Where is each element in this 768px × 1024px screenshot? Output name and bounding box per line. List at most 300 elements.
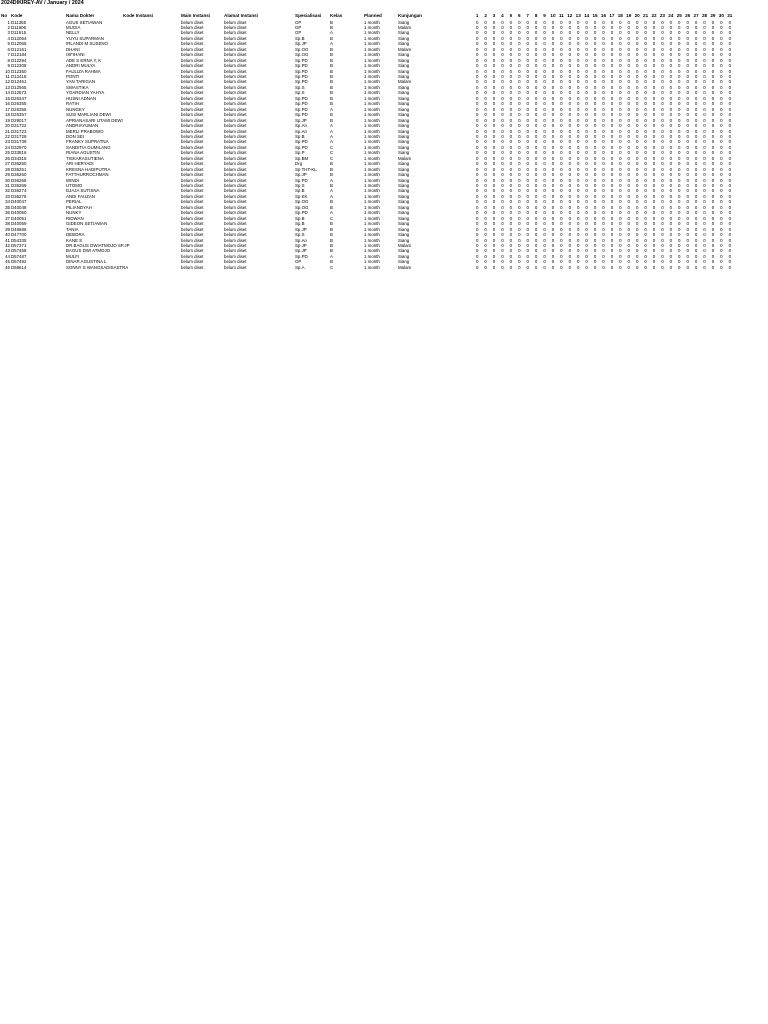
- cell-day-5: 0: [509, 52, 513, 58]
- cell-day-27: 0: [694, 68, 698, 74]
- cell-planned: 1 month: [364, 242, 380, 248]
- cell-day-21: 0: [644, 46, 647, 52]
- cell-planned: 1 month: [364, 177, 380, 183]
- cell-day-19: 0: [627, 63, 630, 69]
- header-day-26: 26: [685, 13, 691, 18]
- cell-kunjungan: Siang: [398, 95, 410, 101]
- cell-day-30: 0: [720, 24, 723, 30]
- cell-day-8: 0: [534, 35, 538, 41]
- cell-day-23: 0: [661, 253, 664, 259]
- cell-main-instansi: belum diset: [181, 90, 204, 96]
- cell-day-14: 0: [585, 242, 588, 248]
- cell-day-9: 0: [543, 199, 546, 205]
- cell-day-21: 0: [644, 177, 647, 183]
- cell-day-4: 0: [501, 41, 504, 47]
- cell-day-22: 0: [652, 123, 656, 129]
- cell-day-17: 0: [610, 101, 614, 107]
- cell-day-11: 0: [560, 237, 563, 243]
- cell-day-2: 0: [484, 19, 487, 25]
- cell-day-8: 0: [534, 172, 538, 178]
- cell-day-6: 0: [518, 101, 521, 107]
- cell-day-6: 0: [518, 166, 521, 172]
- cell-main-instansi: belum diset: [181, 79, 204, 85]
- cell-day-13: 0: [577, 24, 580, 30]
- cell-nama-dokter: GIDEON SETIAWAN: [66, 221, 108, 227]
- cell-nama-dokter: YOARDIAN YAHYA: [66, 90, 105, 96]
- cell-day-22: 0: [652, 248, 656, 254]
- cell-day-27: 0: [694, 117, 698, 123]
- header-spesialisasi: Spesialisasi: [295, 13, 322, 18]
- cell-day-12: 0: [568, 84, 572, 90]
- cell-day-6: 0: [518, 210, 521, 216]
- cell-day-19: 0: [627, 90, 630, 96]
- cell-day-3: 0: [492, 112, 496, 118]
- cell-day-20: 0: [635, 106, 639, 112]
- cell-kunjungan: Siang: [398, 237, 410, 243]
- cell-day-24: 0: [669, 19, 673, 25]
- cell-day-14: 0: [585, 84, 588, 90]
- cell-no: 33: [5, 193, 10, 199]
- cell-day-5: 0: [509, 30, 513, 36]
- cell-day-15: 0: [593, 24, 597, 30]
- cell-kode: D40050: [11, 210, 27, 216]
- cell-day-30: 0: [720, 215, 723, 221]
- cell-day-15: 0: [593, 41, 597, 47]
- cell-day-15: 0: [593, 253, 597, 259]
- cell-day-8: 0: [534, 74, 538, 79]
- cell-day-14: 0: [585, 52, 588, 58]
- cell-day-16: 0: [602, 74, 605, 79]
- cell-day-17: 0: [610, 95, 614, 101]
- cell-day-15: 0: [593, 46, 597, 52]
- cell-day-9: 0: [543, 35, 546, 41]
- cell-day-12: 0: [568, 106, 572, 112]
- cell-day-16: 0: [602, 210, 605, 216]
- cell-day-31: 0: [728, 30, 732, 36]
- cell-day-2: 0: [484, 226, 487, 232]
- cell-day-19: 0: [627, 19, 630, 25]
- cell-day-20: 0: [635, 259, 639, 265]
- cell-day-15: 0: [593, 248, 597, 254]
- cell-day-26: 0: [686, 117, 689, 123]
- cell-day-25: 0: [678, 204, 681, 210]
- cell-nama-dokter: APRIANASARI UTAMI DEWI: [66, 117, 123, 123]
- cell-no: 20: [5, 123, 10, 129]
- cell-kunjungan: Siang: [398, 144, 410, 150]
- cell-day-13: 0: [577, 242, 580, 248]
- cell-day-2: 0: [484, 242, 487, 248]
- cell-day-20: 0: [635, 161, 639, 167]
- cell-day-30: 0: [720, 68, 723, 74]
- cell-spesialisasi: GP: [295, 259, 302, 265]
- cell-spesialisasi: Sp.B: [295, 215, 305, 221]
- cell-day-27: 0: [694, 128, 698, 134]
- cell-day-7: 0: [526, 232, 529, 238]
- cell-day-20: 0: [635, 79, 639, 85]
- cell-day-1: 0: [475, 79, 479, 85]
- cell-day-29: 0: [711, 253, 715, 259]
- cell-day-24: 0: [669, 123, 673, 129]
- cell-day-3: 0: [492, 30, 496, 36]
- cell-day-17: 0: [610, 123, 614, 129]
- cell-day-3: 0: [492, 41, 496, 47]
- cell-day-21: 0: [644, 248, 647, 254]
- cell-day-15: 0: [593, 199, 597, 205]
- cell-day-21: 0: [644, 242, 647, 248]
- cell-day-5: 0: [509, 253, 513, 259]
- cell-no: 18: [5, 112, 10, 118]
- cell-day-20: 0: [635, 35, 639, 41]
- cell-day-10: 0: [551, 57, 555, 63]
- cell-day-1: 0: [475, 193, 479, 199]
- cell-day-11: 0: [560, 117, 563, 123]
- cell-day-28: 0: [703, 84, 706, 90]
- cell-nama-dokter: NELLY: [66, 30, 80, 36]
- cell-day-8: 0: [534, 166, 538, 172]
- cell-spesialisasi: Sp.PD: [295, 112, 308, 118]
- cell-day-9: 0: [543, 155, 546, 161]
- cell-day-3: 0: [492, 155, 496, 161]
- cell-day-31: 0: [728, 52, 732, 58]
- cell-day-9: 0: [543, 46, 546, 52]
- cell-day-21: 0: [644, 117, 647, 123]
- cell-day-10: 0: [551, 30, 555, 36]
- cell-main-instansi: belum diset: [181, 248, 204, 254]
- cell-kelas: C: [330, 264, 334, 270]
- cell-day-11: 0: [560, 52, 563, 58]
- cell-day-28: 0: [703, 57, 706, 63]
- cell-main-instansi: belum diset: [181, 161, 204, 167]
- cell-day-6: 0: [518, 41, 521, 47]
- cell-day-22: 0: [652, 133, 656, 139]
- cell-day-8: 0: [534, 68, 538, 74]
- cell-day-25: 0: [678, 215, 681, 221]
- header-day-25: 25: [676, 13, 682, 18]
- cell-day-27: 0: [694, 210, 698, 216]
- cell-day-8: 0: [534, 161, 538, 167]
- cell-day-15: 0: [593, 172, 597, 178]
- cell-day-10: 0: [551, 74, 555, 79]
- cell-alamat-instansi: belum diset: [224, 155, 247, 161]
- cell-kunjungan: Siang: [398, 215, 410, 221]
- cell-day-28: 0: [703, 95, 706, 101]
- cell-spesialisasi: Sp.PD: [295, 144, 308, 150]
- cell-day-7: 0: [526, 112, 529, 118]
- cell-day-16: 0: [602, 35, 605, 41]
- cell-day-4: 0: [501, 242, 504, 248]
- cell-day-6: 0: [518, 226, 521, 232]
- cell-spesialisasi: Sp.PD: [295, 57, 308, 63]
- cell-day-17: 0: [610, 19, 614, 25]
- cell-day-14: 0: [585, 144, 588, 150]
- cell-day-24: 0: [669, 117, 673, 123]
- cell-day-28: 0: [703, 204, 706, 210]
- cell-day-9: 0: [543, 259, 546, 265]
- cell-day-22: 0: [652, 150, 656, 156]
- cell-main-instansi: belum diset: [181, 188, 204, 194]
- cell-day-8: 0: [534, 150, 538, 156]
- cell-day-13: 0: [577, 68, 580, 74]
- cell-day-24: 0: [669, 144, 673, 150]
- cell-day-21: 0: [644, 35, 647, 41]
- cell-nama-dokter: YUYU SUPARMAN: [66, 35, 104, 41]
- cell-day-2: 0: [484, 57, 487, 63]
- cell-alamat-instansi: belum diset: [224, 210, 247, 216]
- cell-day-6: 0: [518, 90, 521, 96]
- cell-day-10: 0: [551, 259, 555, 265]
- cell-day-17: 0: [610, 161, 614, 167]
- cell-day-9: 0: [543, 57, 546, 63]
- cell-day-30: 0: [720, 204, 723, 210]
- cell-day-6: 0: [518, 144, 521, 150]
- cell-day-1: 0: [475, 84, 479, 90]
- cell-alamat-instansi: belum diset: [224, 52, 247, 58]
- cell-day-17: 0: [610, 242, 614, 248]
- cell-day-23: 0: [661, 41, 664, 47]
- cell-day-1: 0: [475, 41, 479, 47]
- cell-alamat-instansi: belum diset: [224, 41, 247, 47]
- cell-day-27: 0: [694, 19, 698, 25]
- cell-day-1: 0: [475, 35, 479, 41]
- cell-kelas: C: [330, 144, 334, 150]
- cell-day-9: 0: [543, 150, 546, 156]
- cell-day-7: 0: [526, 68, 529, 74]
- cell-kelas: A: [330, 139, 333, 145]
- cell-day-17: 0: [610, 63, 614, 69]
- cell-day-24: 0: [669, 133, 673, 139]
- cell-day-24: 0: [669, 259, 673, 265]
- cell-day-7: 0: [526, 253, 529, 259]
- cell-day-17: 0: [610, 112, 614, 118]
- cell-day-31: 0: [728, 79, 732, 85]
- cell-day-6: 0: [518, 52, 521, 58]
- cell-kelas: B: [330, 84, 333, 90]
- cell-day-4: 0: [501, 193, 504, 199]
- cell-day-26: 0: [686, 204, 689, 210]
- cell-day-12: 0: [568, 210, 572, 216]
- cell-day-9: 0: [543, 63, 546, 69]
- cell-day-29: 0: [711, 215, 715, 221]
- cell-day-5: 0: [509, 117, 513, 123]
- cell-day-15: 0: [593, 106, 597, 112]
- cell-day-1: 0: [475, 144, 479, 150]
- cell-day-9: 0: [543, 95, 546, 101]
- cell-day-22: 0: [652, 166, 656, 172]
- cell-day-21: 0: [644, 74, 647, 79]
- cell-day-23: 0: [661, 226, 664, 232]
- cell-day-23: 0: [661, 155, 664, 161]
- header-row: [0, 13, 768, 19]
- cell-day-7: 0: [526, 177, 529, 183]
- cell-day-7: 0: [526, 35, 529, 41]
- cell-day-12: 0: [568, 41, 572, 47]
- cell-day-29: 0: [711, 188, 715, 194]
- cell-day-2: 0: [484, 232, 487, 238]
- cell-day-13: 0: [577, 259, 580, 265]
- cell-day-28: 0: [703, 52, 706, 58]
- cell-spesialisasi: Sp.JP: [295, 117, 307, 123]
- cell-day-1: 0: [475, 106, 479, 112]
- cell-day-12: 0: [568, 128, 572, 134]
- cell-kunjungan: Siang: [398, 161, 410, 167]
- cell-day-18: 0: [619, 210, 622, 216]
- cell-day-9: 0: [543, 30, 546, 36]
- cell-day-6: 0: [518, 74, 521, 79]
- cell-kunjungan: Siang: [398, 183, 410, 188]
- cell-day-6: 0: [518, 204, 521, 210]
- cell-no: 35: [5, 204, 10, 210]
- cell-day-18: 0: [619, 144, 622, 150]
- cell-day-2: 0: [484, 117, 487, 123]
- cell-no: 16: [5, 101, 10, 107]
- cell-day-17: 0: [610, 253, 614, 259]
- cell-day-23: 0: [661, 144, 664, 150]
- cell-planned: 1 month: [364, 46, 380, 52]
- cell-day-11: 0: [560, 264, 563, 270]
- header-day-13: 13: [575, 13, 581, 18]
- header-day-9: 9: [543, 13, 546, 18]
- cell-kunjungan: Siang: [398, 193, 410, 199]
- cell-day-15: 0: [593, 221, 597, 227]
- cell-day-21: 0: [644, 41, 647, 47]
- cell-day-28: 0: [703, 248, 706, 254]
- cell-day-14: 0: [585, 232, 588, 238]
- cell-day-11: 0: [560, 166, 563, 172]
- cell-day-6: 0: [518, 63, 521, 69]
- cell-kode: D12294: [11, 57, 27, 63]
- cell-day-8: 0: [534, 237, 538, 243]
- cell-day-10: 0: [551, 90, 555, 96]
- cell-day-25: 0: [678, 123, 681, 129]
- cell-day-19: 0: [627, 150, 630, 156]
- cell-day-11: 0: [560, 90, 563, 96]
- cell-day-5: 0: [509, 41, 513, 47]
- cell-day-31: 0: [728, 139, 732, 145]
- cell-day-10: 0: [551, 155, 555, 161]
- cell-planned: 1 month: [364, 101, 380, 107]
- cell-day-19: 0: [627, 226, 630, 232]
- cell-kode: D36274: [11, 188, 27, 194]
- cell-day-17: 0: [610, 46, 614, 52]
- cell-planned: 1 month: [364, 155, 380, 161]
- cell-day-7: 0: [526, 57, 529, 63]
- cell-day-11: 0: [560, 68, 563, 74]
- cell-day-1: 0: [475, 95, 479, 101]
- cell-day-1: 0: [475, 264, 479, 270]
- cell-day-2: 0: [484, 139, 487, 145]
- cell-day-10: 0: [551, 123, 555, 129]
- cell-day-22: 0: [652, 95, 656, 101]
- cell-day-24: 0: [669, 74, 673, 79]
- cell-day-23: 0: [661, 84, 664, 90]
- cell-day-26: 0: [686, 46, 689, 52]
- cell-day-25: 0: [678, 248, 681, 254]
- cell-main-instansi: belum diset: [181, 221, 204, 227]
- cell-day-28: 0: [703, 46, 706, 52]
- cell-day-3: 0: [492, 161, 496, 167]
- cell-nama-dokter: ARI HERYADI: [66, 161, 94, 167]
- cell-day-13: 0: [577, 52, 580, 58]
- cell-day-2: 0: [484, 210, 487, 216]
- cell-day-3: 0: [492, 19, 496, 25]
- cell-day-17: 0: [610, 74, 614, 79]
- cell-spesialisasi: Sp.JP: [295, 248, 307, 254]
- cell-day-28: 0: [703, 133, 706, 139]
- cell-day-16: 0: [602, 101, 605, 107]
- cell-spesialisasi: Sp.BM: [295, 155, 309, 161]
- cell-nama-dokter: KANE S: [66, 237, 83, 243]
- cell-day-2: 0: [484, 52, 487, 58]
- cell-day-3: 0: [492, 193, 496, 199]
- cell-kode: D57487: [11, 253, 27, 259]
- cell-day-7: 0: [526, 101, 529, 107]
- cell-day-8: 0: [534, 106, 538, 112]
- cell-day-29: 0: [711, 46, 715, 52]
- cell-day-25: 0: [678, 183, 681, 188]
- cell-day-12: 0: [568, 172, 572, 178]
- cell-day-31: 0: [728, 117, 732, 123]
- cell-day-19: 0: [627, 144, 630, 150]
- cell-day-24: 0: [669, 183, 673, 188]
- cell-day-19: 0: [627, 30, 630, 36]
- cell-day-10: 0: [551, 150, 555, 156]
- cell-day-4: 0: [501, 237, 504, 243]
- cell-day-8: 0: [534, 63, 538, 69]
- cell-day-17: 0: [610, 259, 614, 265]
- cell-day-20: 0: [635, 237, 639, 243]
- cell-day-24: 0: [669, 106, 673, 112]
- cell-day-14: 0: [585, 237, 588, 243]
- cell-day-23: 0: [661, 24, 664, 30]
- cell-day-18: 0: [619, 117, 622, 123]
- cell-day-22: 0: [652, 30, 656, 36]
- cell-nama-dokter: RIDWAN: [66, 215, 84, 221]
- cell-day-7: 0: [526, 161, 529, 167]
- cell-alamat-instansi: belum diset: [224, 95, 247, 101]
- cell-day-27: 0: [694, 221, 698, 227]
- cell-day-15: 0: [593, 123, 597, 129]
- cell-day-11: 0: [560, 95, 563, 101]
- cell-day-1: 0: [475, 112, 479, 118]
- cell-day-30: 0: [720, 90, 723, 96]
- cell-main-instansi: belum diset: [181, 232, 204, 238]
- cell-nama-dokter: BAGUS DWI ATMOJO: [66, 248, 111, 254]
- cell-day-6: 0: [518, 128, 521, 134]
- cell-planned: 1 month: [364, 117, 380, 123]
- cell-day-21: 0: [644, 150, 647, 156]
- cell-day-12: 0: [568, 226, 572, 232]
- cell-day-8: 0: [534, 57, 538, 63]
- cell-day-6: 0: [518, 106, 521, 112]
- cell-day-26: 0: [686, 30, 689, 36]
- cell-day-4: 0: [501, 84, 504, 90]
- cell-day-30: 0: [720, 177, 723, 183]
- cell-nama-dokter: SONNY S WANGSADISASTRA: [66, 264, 129, 270]
- cell-day-5: 0: [509, 24, 513, 30]
- cell-day-1: 0: [475, 123, 479, 129]
- cell-day-7: 0: [526, 74, 529, 79]
- cell-planned: 1 month: [364, 210, 380, 216]
- cell-day-28: 0: [703, 166, 706, 172]
- cell-spesialisasi: Sp.KK: [295, 193, 308, 199]
- cell-day-28: 0: [703, 232, 706, 238]
- cell-kode: D36251: [11, 166, 27, 172]
- cell-day-16: 0: [602, 177, 605, 183]
- cell-day-24: 0: [669, 199, 673, 205]
- cell-day-11: 0: [560, 30, 563, 36]
- cell-planned: 1 month: [364, 24, 380, 30]
- cell-kelas: A: [330, 41, 333, 47]
